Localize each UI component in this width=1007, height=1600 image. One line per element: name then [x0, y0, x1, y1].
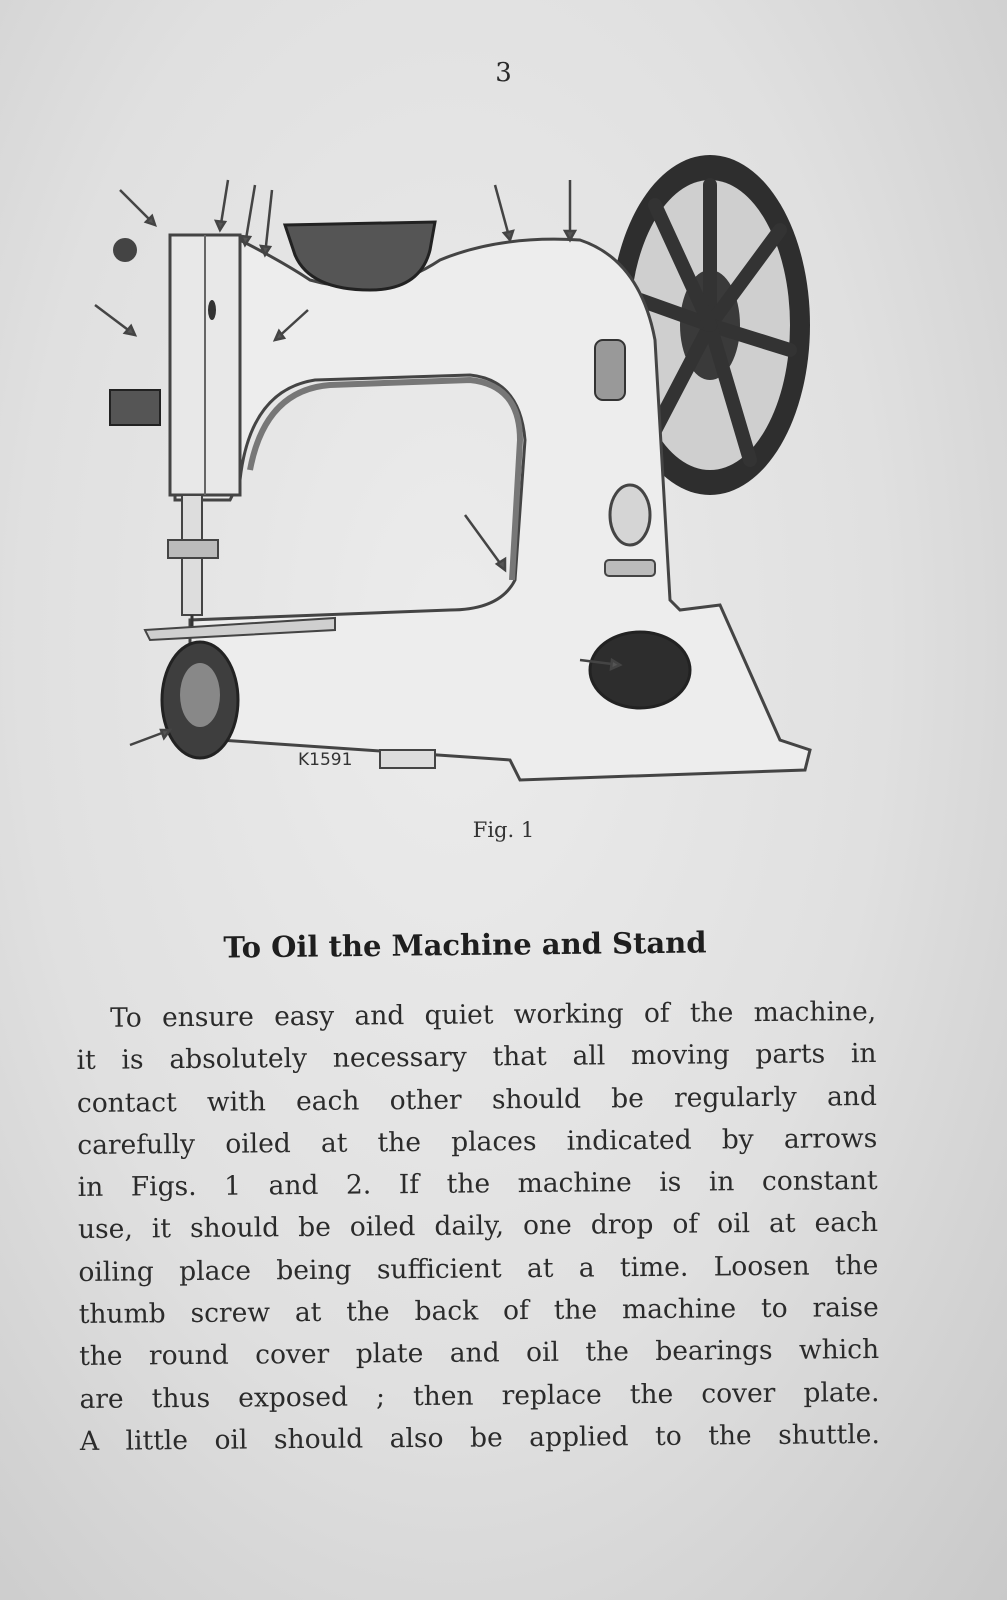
sewing-machine-illustration	[80, 140, 850, 800]
paragraph-line: are thus exposed ; then replace the cover plate.	[79, 1376, 880, 1415]
paragraph-line: thumb screw at the back of the machine to raise	[78, 1292, 879, 1331]
paragraph-line: contact with each other should be regularly and	[76, 1080, 878, 1119]
paragraph-line: it is absolutely necessary that all moving parts in	[76, 1038, 877, 1077]
figure-caption: Fig. 1	[472, 818, 535, 842]
paragraph-line: use, it should be oiled daily, one drop of oil at each	[77, 1207, 879, 1246]
body-paragraph	[76, 991, 880, 1463]
sewing-machine-drawing	[80, 140, 850, 800]
badge-icon	[610, 485, 650, 545]
tension-disc-icon	[113, 238, 137, 262]
paragraph-line: carefully oiled at the places indicated by arrows	[77, 1122, 878, 1161]
paragraph-line: oiling place being sufficient at a time. Loosen the	[78, 1249, 879, 1288]
paragraph-line: in Figs. 1 and 2. If the machine is in constant	[77, 1165, 878, 1204]
base-window-icon	[590, 632, 690, 708]
section-heading: To Oil the Machine and Stand	[223, 925, 707, 965]
page-number: 3	[495, 58, 512, 88]
bobbin-winder-icon	[595, 340, 625, 400]
model-number: K1591	[298, 750, 353, 770]
paragraph-line: A little oil should also be applied to the shuttle.	[79, 1418, 880, 1457]
paragraph-line: To ensure easy and quiet working of the machine,	[110, 996, 877, 1034]
paragraph-line: the round cover plate and oil the bearings which	[78, 1334, 880, 1373]
